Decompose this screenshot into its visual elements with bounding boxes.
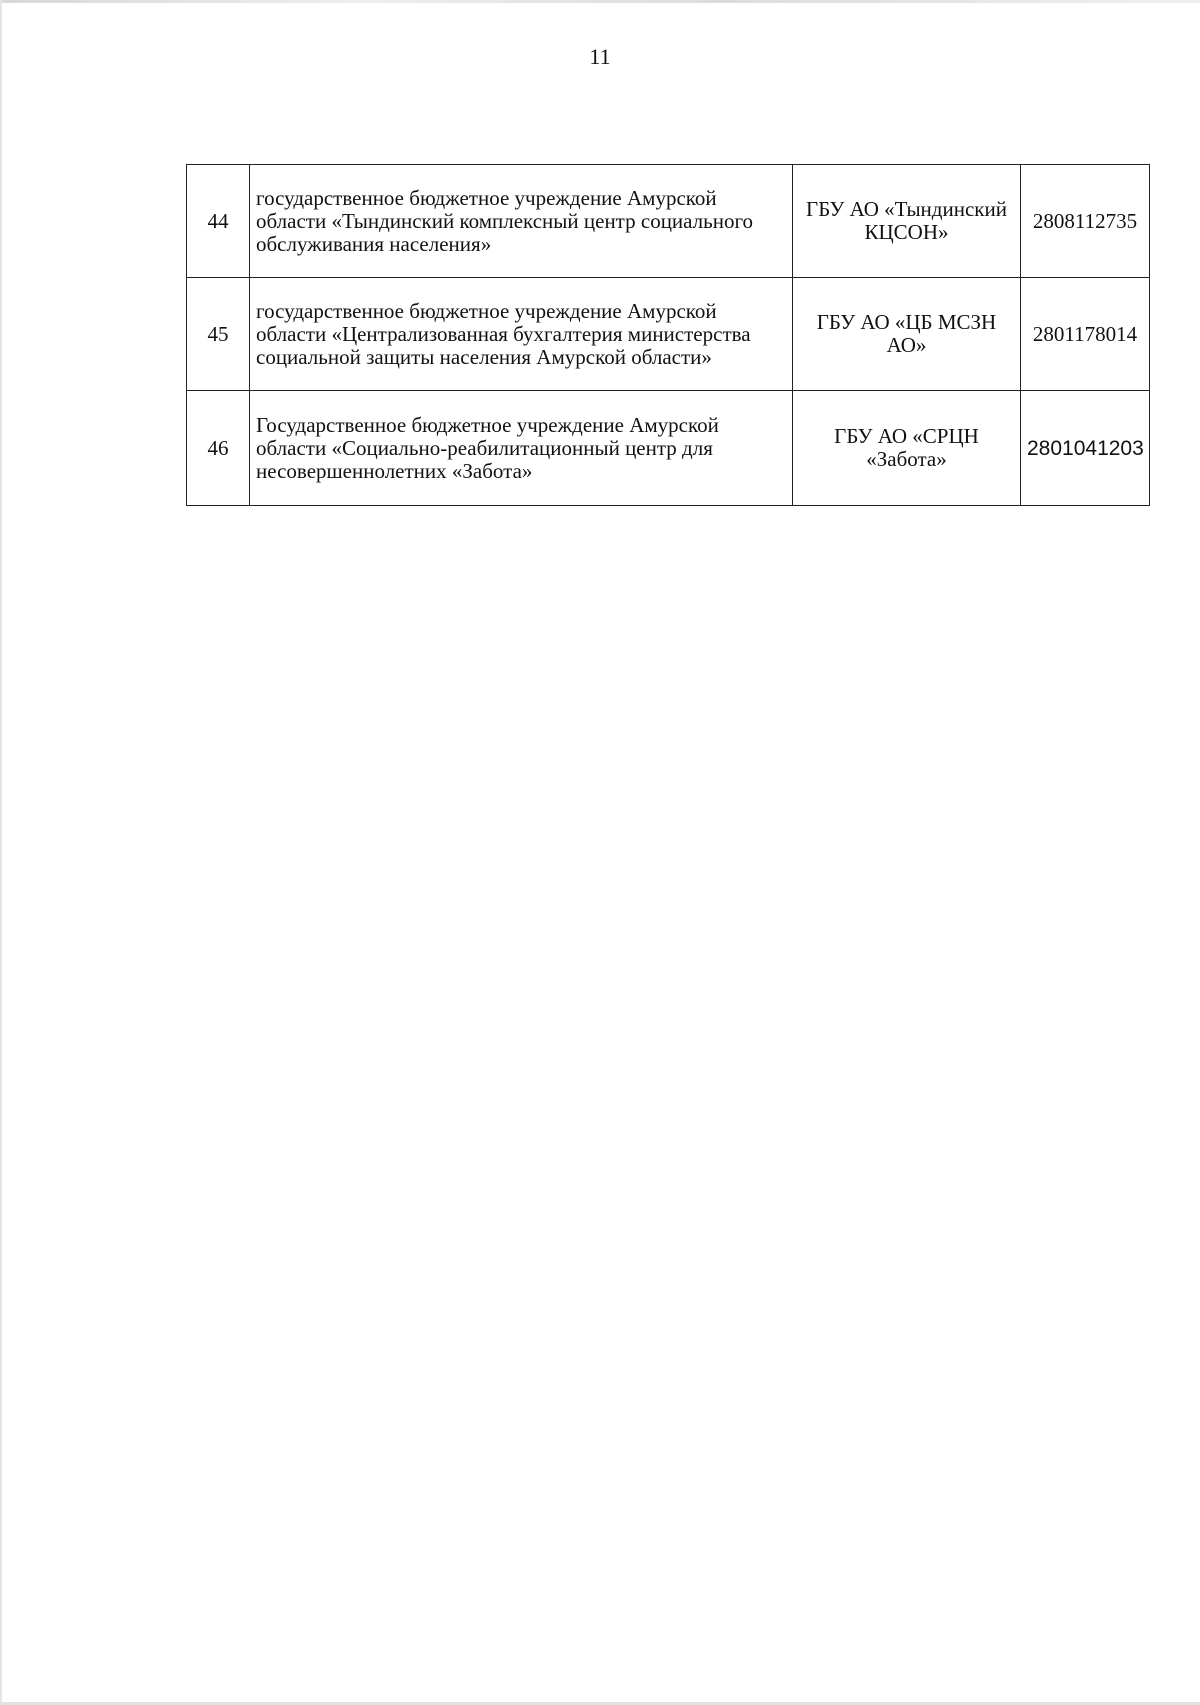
table-row [187, 165, 1150, 278]
scan-edge-left [0, 0, 2, 1705]
page-number: 11 [589, 44, 611, 69]
institution-inn: 2801041203 [1021, 391, 1150, 506]
table-row [187, 278, 1150, 391]
institution-name: Государственное бюджетное учреждение Амурской области «Социально-реабилитационный центр для несовершеннолетних «Забота» [250, 391, 793, 506]
institution-short-name: ГБУ АО «Тындинский КЦСОН» [793, 165, 1021, 278]
institution-inn: 2801178014 [1021, 278, 1150, 391]
table-row [187, 391, 1150, 506]
institution-short-name: ГБУ АО «СРЦН «Забота» [793, 391, 1021, 506]
institution-name: государственное бюджетное учреждение Амурской области «Тындинский комплексный центр социального обслуживания населения» [250, 165, 793, 278]
row-number: 44 [187, 165, 250, 278]
row-number: 46 [187, 391, 250, 506]
scan-edge-top [0, 0, 1200, 3]
row-number: 45 [187, 278, 250, 391]
institutions-table [186, 164, 1150, 506]
institution-short-name: ГБУ АО «ЦБ МСЗН АО» [793, 278, 1021, 391]
institution-name: государственное бюджетное учреждение Амурской области «Централизованная бухгалтерия министерства социальной защиты населения Амурской области» [250, 278, 793, 391]
institution-inn: 2808112735 [1021, 165, 1150, 278]
